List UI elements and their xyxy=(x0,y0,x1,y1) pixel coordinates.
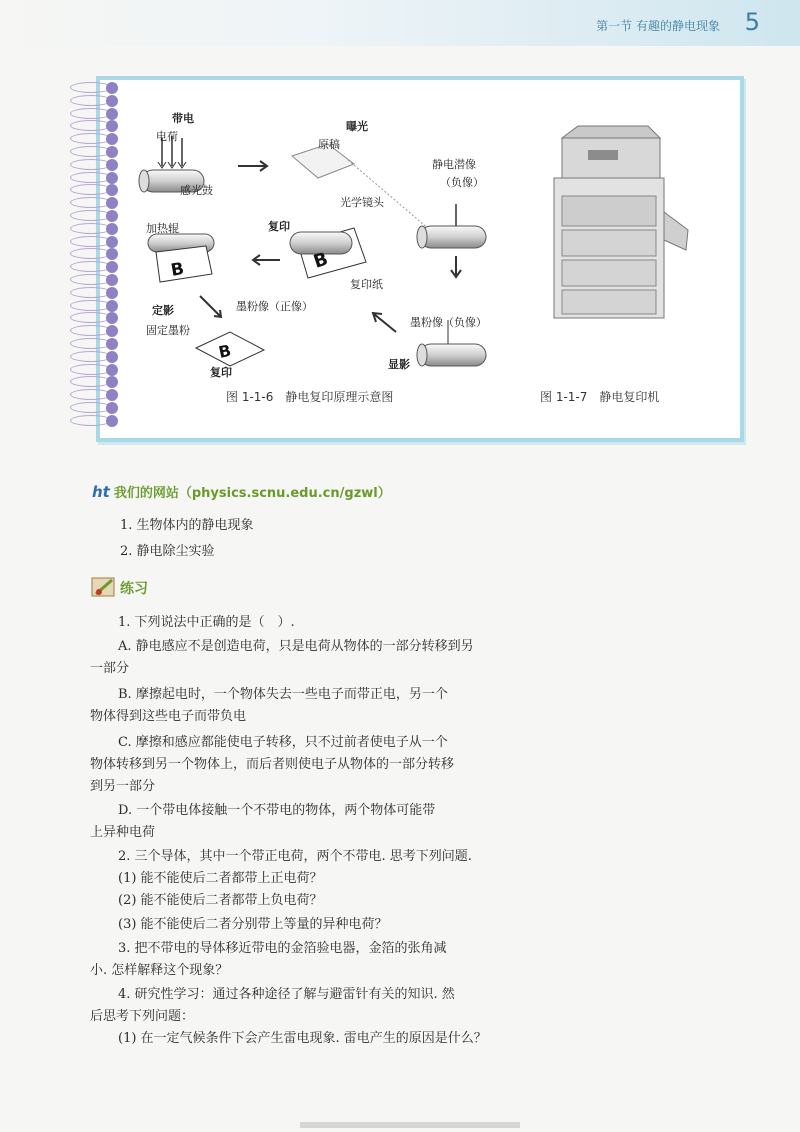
label-fix: 定影 xyxy=(152,304,174,317)
label-drum: 感光鼓 xyxy=(180,184,213,197)
practice-line: (3) 能不能使后二者分别带上等量的异种电荷？ xyxy=(118,917,388,932)
spiral-ring xyxy=(70,248,122,258)
spiral-ring xyxy=(70,184,122,194)
website-item-2: 2. 静电除尘实验 xyxy=(120,544,215,559)
spiral-ring xyxy=(70,197,122,207)
practice-line: 物体转移到另一个物体上，而后者则使电子从物体的一部分转移 xyxy=(90,757,455,772)
spiral-ring xyxy=(70,95,122,105)
website-item-1: 1. 生物体内的静电现象 xyxy=(120,518,254,533)
label-toner-negative: 墨粉像（负像） xyxy=(410,316,487,329)
copy-sheet-positive xyxy=(290,228,366,278)
label-copy-2: 复印 xyxy=(210,366,232,379)
label-lens: 光学镜头 xyxy=(340,196,384,209)
practice-line: (2) 能不能使后二者都带上负电荷？ xyxy=(118,893,323,908)
spiral-ring xyxy=(70,300,122,310)
practice-title: 练习 xyxy=(120,581,148,597)
spiral-ring xyxy=(70,274,122,284)
practice-line: B. 摩擦起电时，一个物体失去一些电子而带正电，另一个 xyxy=(118,687,448,702)
label-fix-toner: 固定墨粉 xyxy=(146,324,190,337)
page-number: 5 xyxy=(744,8,760,36)
spiral-binding xyxy=(70,82,126,432)
practice-line: 一部分 xyxy=(90,661,130,676)
svg-text:B: B xyxy=(311,248,331,273)
label-copy-paper: 复印纸 xyxy=(350,278,383,291)
practice-line: 4. 研究性学习：通过各种途径了解与避雷针有关的知识. 然 xyxy=(118,987,455,1002)
spiral-ring xyxy=(70,389,122,399)
spiral-ring xyxy=(70,415,122,425)
practice-line: 到另一部分 xyxy=(90,779,156,794)
practice-line: (1) 能不能使后二者都带上正电荷？ xyxy=(118,871,323,886)
practice-line: 1. 下列说法中正确的是（ ）. xyxy=(118,615,295,630)
section-title: 第一节 有趣的静电现象 xyxy=(596,19,720,33)
spiral-ring xyxy=(70,82,122,92)
practice-line: A. 静电感应不是创造电荷，只是电荷从物体的一部分转移到另 xyxy=(118,639,474,654)
website-title: 我们的网站（physics.scnu.edu.cn/gzwl） xyxy=(113,486,391,501)
label-charge-2: 电荷 xyxy=(156,130,178,143)
practice-line: 小. 怎样解释这个现象？ xyxy=(90,963,229,978)
drum-latent xyxy=(417,204,486,248)
spiral-ring xyxy=(70,120,122,130)
practice-line: 物体得到这些电子而带负电 xyxy=(90,709,247,724)
copier-machine-photo xyxy=(548,120,708,336)
practice-line: (1) 在一定气候条件下会产生雷电现象. 雷电产生的原因是什么？ xyxy=(118,1031,487,1046)
spiral-ring xyxy=(70,159,122,169)
website-heading xyxy=(92,482,391,501)
spiral-ring xyxy=(70,172,122,182)
spiral-ring xyxy=(70,236,122,246)
practice-line: 3. 把不带电的导体移近带电的金箔验电器，金箔的张角减 xyxy=(118,941,447,956)
website-logo: ht xyxy=(92,483,110,501)
spiral-ring xyxy=(70,325,122,335)
spiral-ring xyxy=(70,338,122,348)
label-toner-positive: 墨粉像（正像） xyxy=(236,300,313,313)
spiral-ring xyxy=(70,261,122,271)
spiral-ring xyxy=(70,312,122,322)
spiral-ring xyxy=(70,287,122,297)
label-latent-negative: （负像） xyxy=(440,176,484,189)
spiral-ring xyxy=(70,351,122,361)
fixed-copy xyxy=(196,332,264,366)
copy-principle-diagram xyxy=(130,100,550,420)
spiral-ring xyxy=(70,376,122,386)
label-copy: 复印 xyxy=(268,220,290,233)
figure-caption-left: 图 1-1-6 静电复印原理示意图 xyxy=(226,390,394,404)
practice-line: 上异种电荷 xyxy=(90,825,156,840)
spiral-ring xyxy=(70,402,122,412)
pencil-icon xyxy=(90,574,118,600)
practice-line: D. 一个带电体接触一个不带电的物体，两个物体可能带 xyxy=(118,803,436,818)
heat-roller xyxy=(148,234,214,282)
spiral-ring xyxy=(70,133,122,143)
practice-line: 2. 三个导体，其中一个带正电荷，两个不带电. 思考下列问题. xyxy=(118,849,472,864)
svg-text:B: B xyxy=(169,258,186,281)
label-latent: 静电潜像 xyxy=(432,158,476,171)
label-original: 原稿 xyxy=(318,138,340,151)
footer-bar xyxy=(300,1122,520,1128)
spiral-ring xyxy=(70,223,122,233)
figure-caption-right: 图 1-1-7 静电复印机 xyxy=(540,390,660,404)
label-heat-roller: 加热辊 xyxy=(146,222,179,235)
practice-line: 后思考下列问题： xyxy=(90,1009,195,1024)
spiral-ring xyxy=(70,364,122,374)
label-exposure: 曝光 xyxy=(346,120,368,133)
practice-line: C. 摩擦和感应都能使电子转移，只不过前者使电子从一个 xyxy=(118,735,448,750)
label-develop: 显影 xyxy=(388,358,410,371)
spiral-ring xyxy=(70,146,122,156)
spiral-ring xyxy=(70,108,122,118)
svg-text:B: B xyxy=(216,340,233,362)
spiral-ring xyxy=(70,210,122,220)
label-charge: 带电 xyxy=(172,112,194,125)
